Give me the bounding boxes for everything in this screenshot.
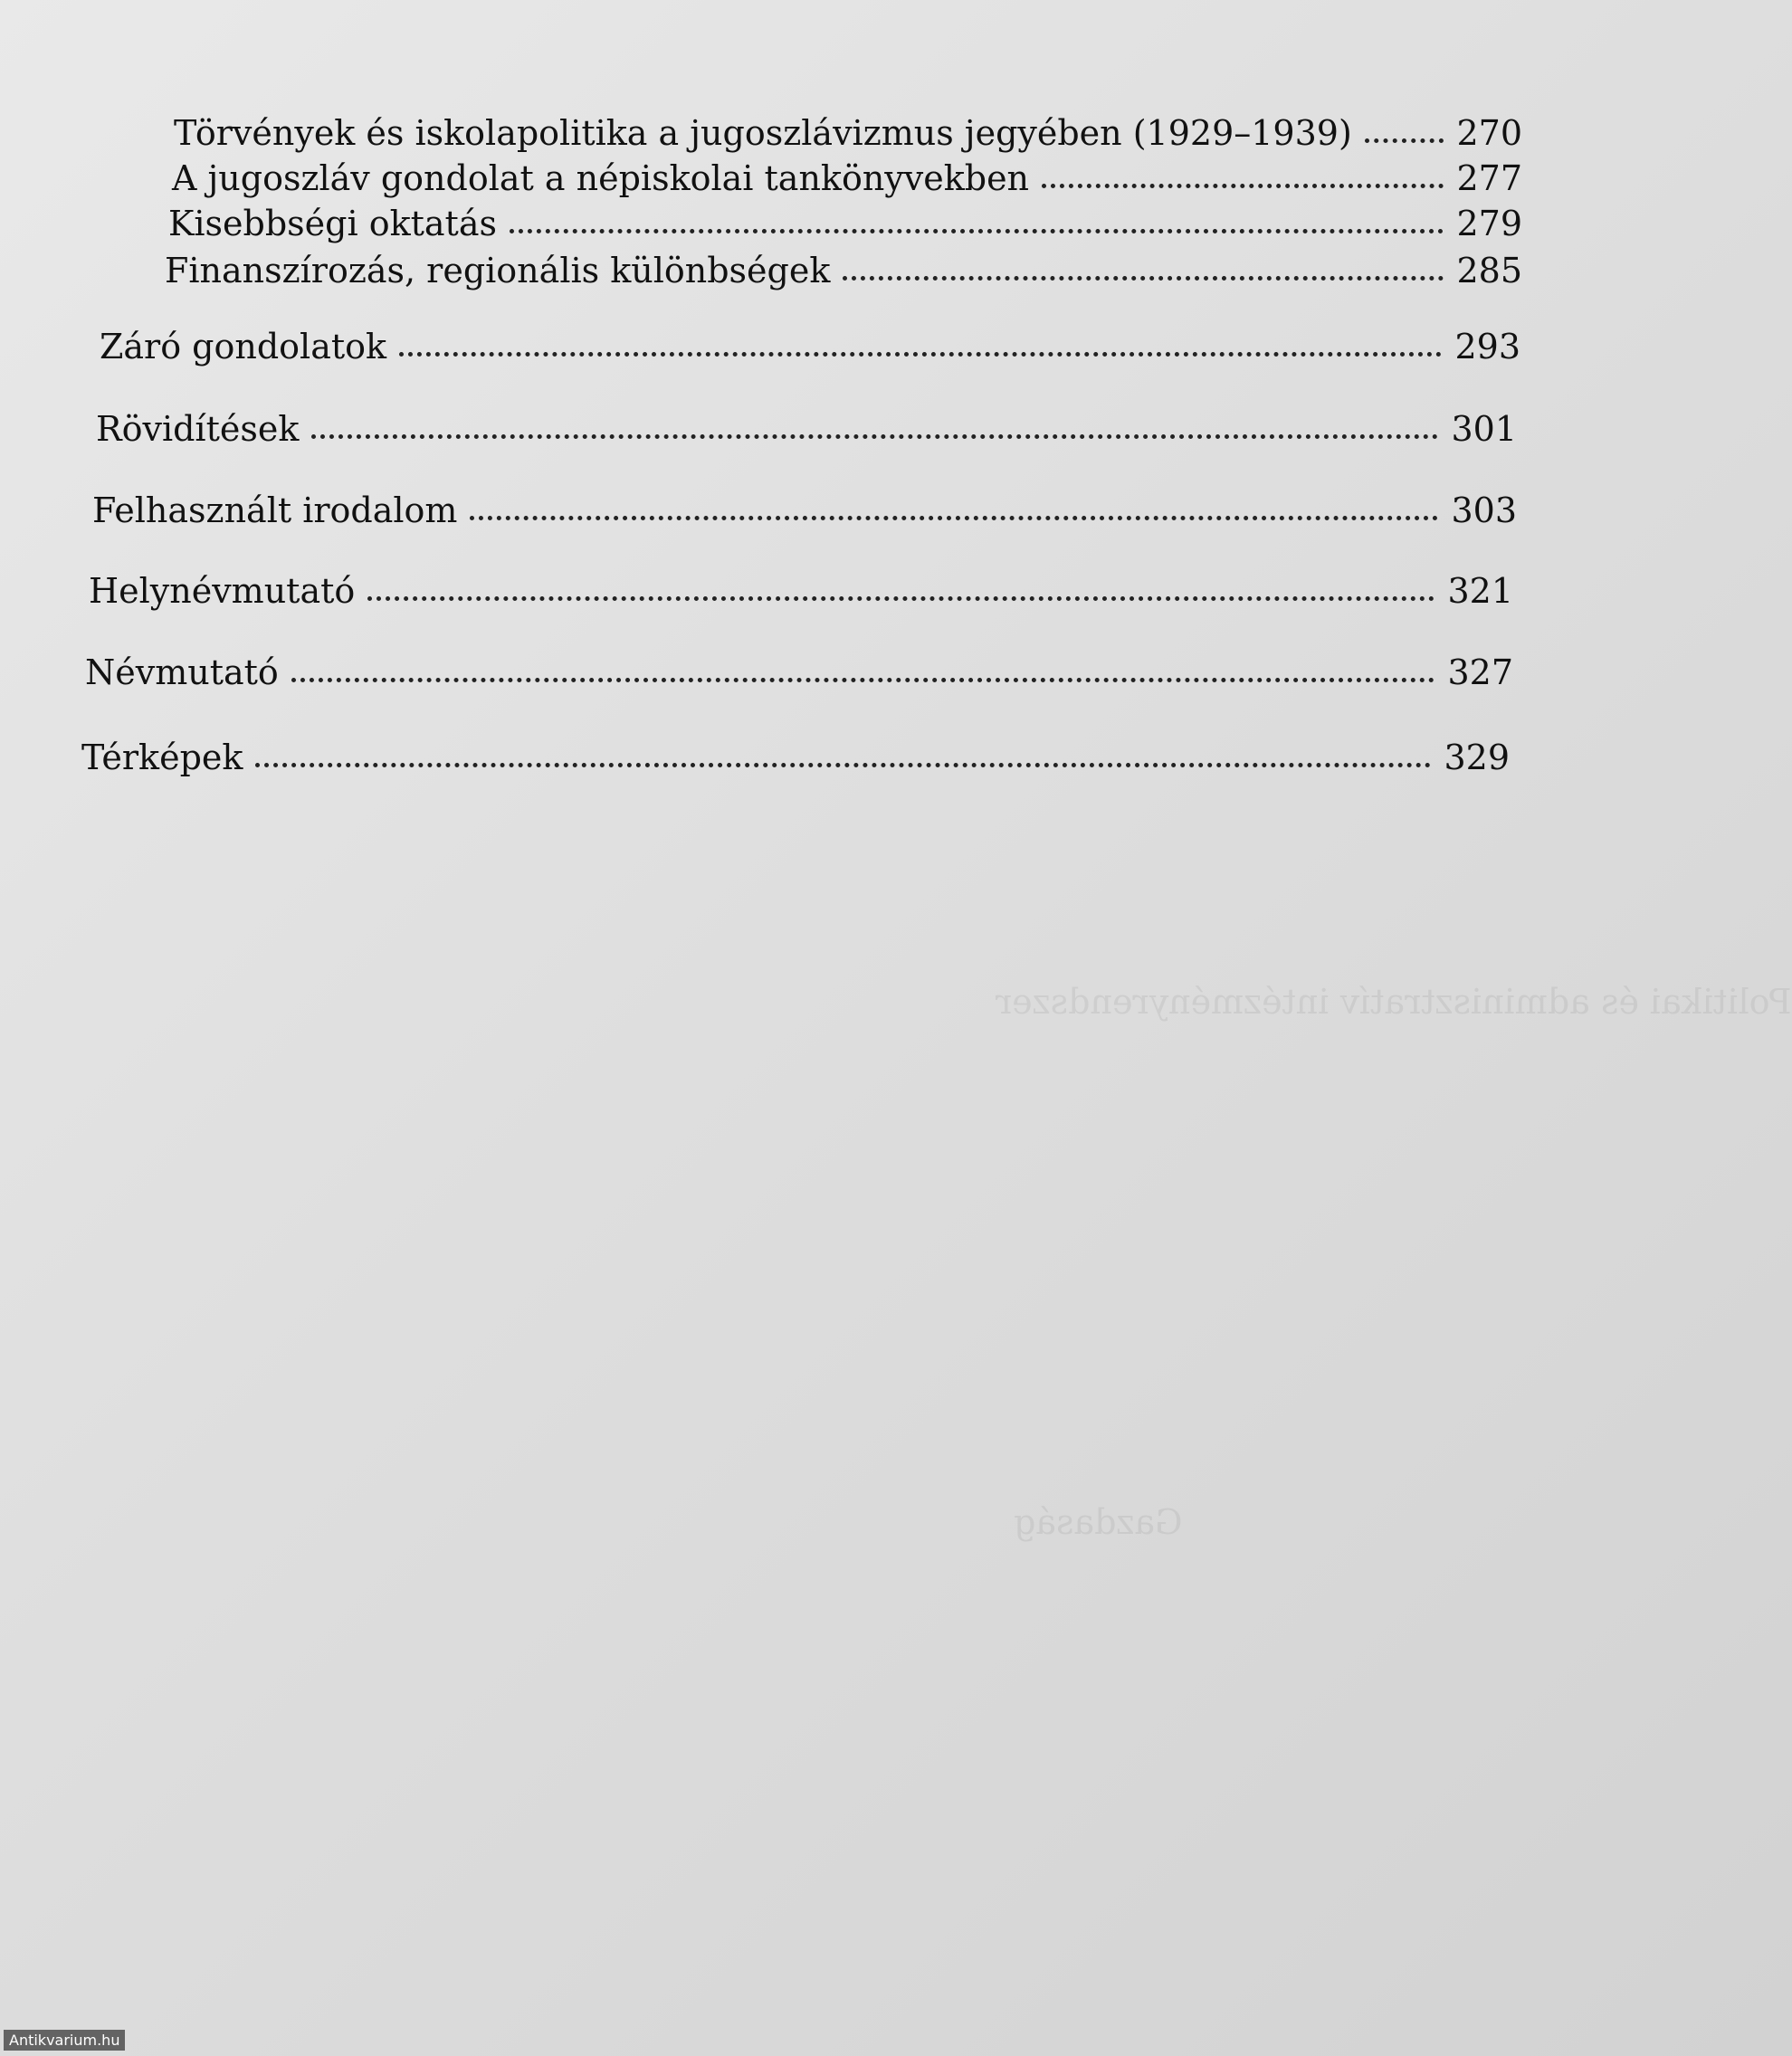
toc-entry[interactable]: [81, 740, 1510, 775]
toc-entry[interactable]: [92, 490, 1517, 530]
toc-entry[interactable]: [168, 206, 1522, 241]
toc-entry-page: 277: [1456, 158, 1522, 198]
watermark: Antikvarium.hu: [4, 2030, 125, 2051]
show-through-text: Gazdaság: [1014, 1502, 1183, 1542]
leader-dots: [510, 229, 1444, 233]
toc-entry[interactable]: [165, 253, 1522, 288]
toc-entry-page: 301: [1451, 409, 1517, 449]
toc-entry-label: Finanszírozás, regionális különbségek: [165, 251, 831, 290]
toc-entry[interactable]: [96, 409, 1517, 449]
toc-entry-page: 279: [1456, 204, 1522, 243]
leader-dots: [470, 516, 1438, 520]
toc-entry-label: Rövidítések: [96, 409, 300, 449]
toc-entry-page: 293: [1454, 327, 1520, 366]
toc-entry-page: 303: [1451, 490, 1517, 530]
toc-entry-label: Térképek: [81, 738, 243, 777]
toc-entry[interactable]: [174, 113, 1522, 153]
toc-entry-label: Törvények és iskolapolitika a jugoszlávizmus jegyében (1929–1939): [174, 113, 1352, 153]
toc-entry[interactable]: [100, 329, 1520, 364]
toc-entry-label: Névmutató: [85, 652, 279, 692]
toc-entry-page: 270: [1456, 113, 1522, 153]
toc-entry-page: 327: [1447, 652, 1513, 692]
toc-entry[interactable]: [172, 158, 1522, 198]
toc-entry-label: Kisebbségi oktatás: [168, 204, 497, 243]
toc-entry-page: 285: [1456, 251, 1522, 290]
leader-dots: [1042, 184, 1444, 188]
toc-entry-label: A jugoszláv gondolat a népiskolai tankönyvekben: [172, 158, 1030, 198]
leader-dots: [1365, 138, 1444, 143]
toc-entry[interactable]: [85, 652, 1513, 692]
toc-entry-label: Helynévmutató: [89, 571, 356, 611]
leader-dots: [399, 352, 1442, 357]
leader-dots: [255, 763, 1431, 767]
leader-dots: [843, 276, 1444, 281]
toc-entry-label: Záró gondolatok: [100, 327, 387, 366]
toc-entry[interactable]: [89, 571, 1513, 611]
leader-dots: [311, 434, 1438, 439]
leader-dots: [291, 678, 1435, 682]
show-through-text: Politikai és adminisztratív intézményrendszer: [996, 982, 1792, 1022]
toc-entry-page: 329: [1444, 738, 1510, 777]
toc-entry-label: Felhasznált irodalom: [92, 490, 458, 530]
leader-dots: [367, 596, 1435, 601]
toc-entry-page: 321: [1447, 571, 1513, 611]
